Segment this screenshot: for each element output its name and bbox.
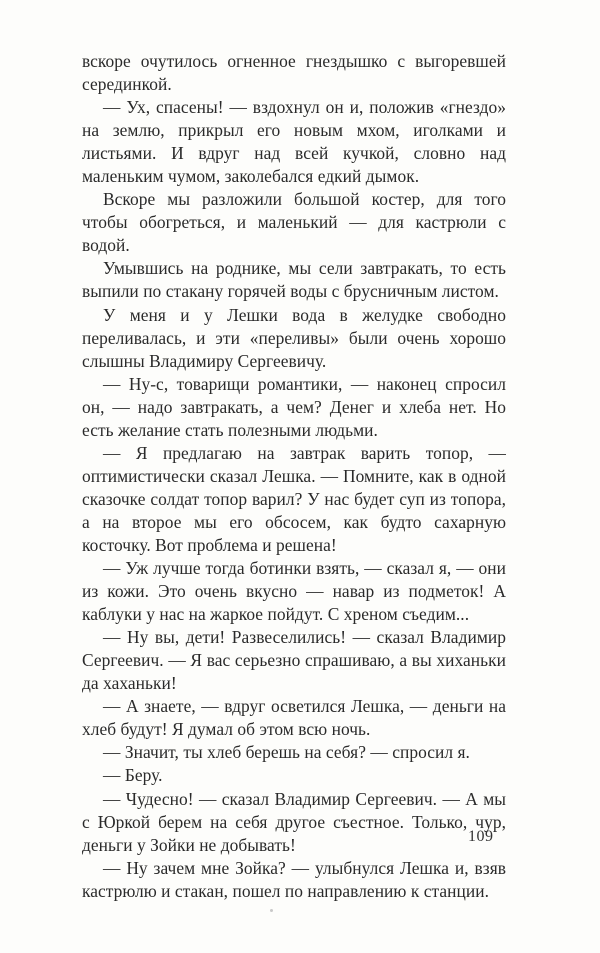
- paragraph: — Ух, спасены! — вздохнул он и, положив «гнездо» на землю, прикрыл его новым мхом, иголками и листьями. И вдруг над всей кучкой, словно над маленьким чумом, заколебался едкий дымок.: [82, 97, 506, 187]
- paragraph: — А знаете, — вдруг осветился Лешка, — деньги на хлеб будут! Я думал об этом всю ночь.: [82, 696, 506, 740]
- paragraph: — Беру.: [103, 765, 163, 786]
- paragraph: — Чудесно! — сказал Владимир Сергеевич. — А мы с Юркой берем на себя другое съестное. Только, чур, деньги у Зойки не добывать!: [82, 788, 506, 855]
- paragraph: вскоре очутилось огненное гнездышко с выгоревшей серединкой.: [82, 51, 506, 95]
- paragraph: — Уж лучше тогда ботинки взять, — сказал я, — они из кожи. Это очень вкусно — навар из подметок! А каблуки у нас на жаркое пойдут. С хреном съедим...: [82, 558, 506, 625]
- paragraph: — Ну-с, товарищи романтики, — наконец спросил он, — надо завтракать, а чем? Денег и хлеба нет. Но есть желание стать полезными людьми.: [82, 373, 506, 440]
- paragraph: — Значит, ты хлеб берешь на себя? — спросил я.: [103, 742, 470, 763]
- paragraph: Умывшись на роднике, мы сели завтракать, то есть выпили по стакану горячей воды с брусничным листом.: [82, 258, 506, 302]
- paper-speck: [270, 909, 273, 912]
- paragraph: Вскоре мы разложили большой костер, для того чтобы обогреться, и маленький — для кастрюли с водой.: [82, 189, 506, 256]
- page-number: 109: [468, 828, 494, 845]
- page-text: [82, 50, 506, 903]
- paragraph: — Ну вы, дети! Развеселились! — сказал Владимир Сергеевич. — Я вас серьезно спрашиваю, а вы хиханьки да хаханьки!: [82, 627, 506, 694]
- paragraph: — Ну зачем мне Зойка? — улыбнулся Лешка и, взяв кастрюлю и стакан, пошел по направлению к станции.: [82, 857, 506, 901]
- paragraph: У меня и у Лешки вода в желудке свободно переливалась, и эти «переливы» были очень хорошо слышны Владимиру Сергеевичу.: [82, 304, 506, 371]
- paragraph: — Я предлагаю на завтрак варить топор, — оптимистически сказал Лешка. — Помните, как в одной сказочке солдат топор варил? У нас будет суп из топора, а на второе мы его обсосем, как будто сахарную косточку. Вот проблема и решена!: [82, 442, 506, 555]
